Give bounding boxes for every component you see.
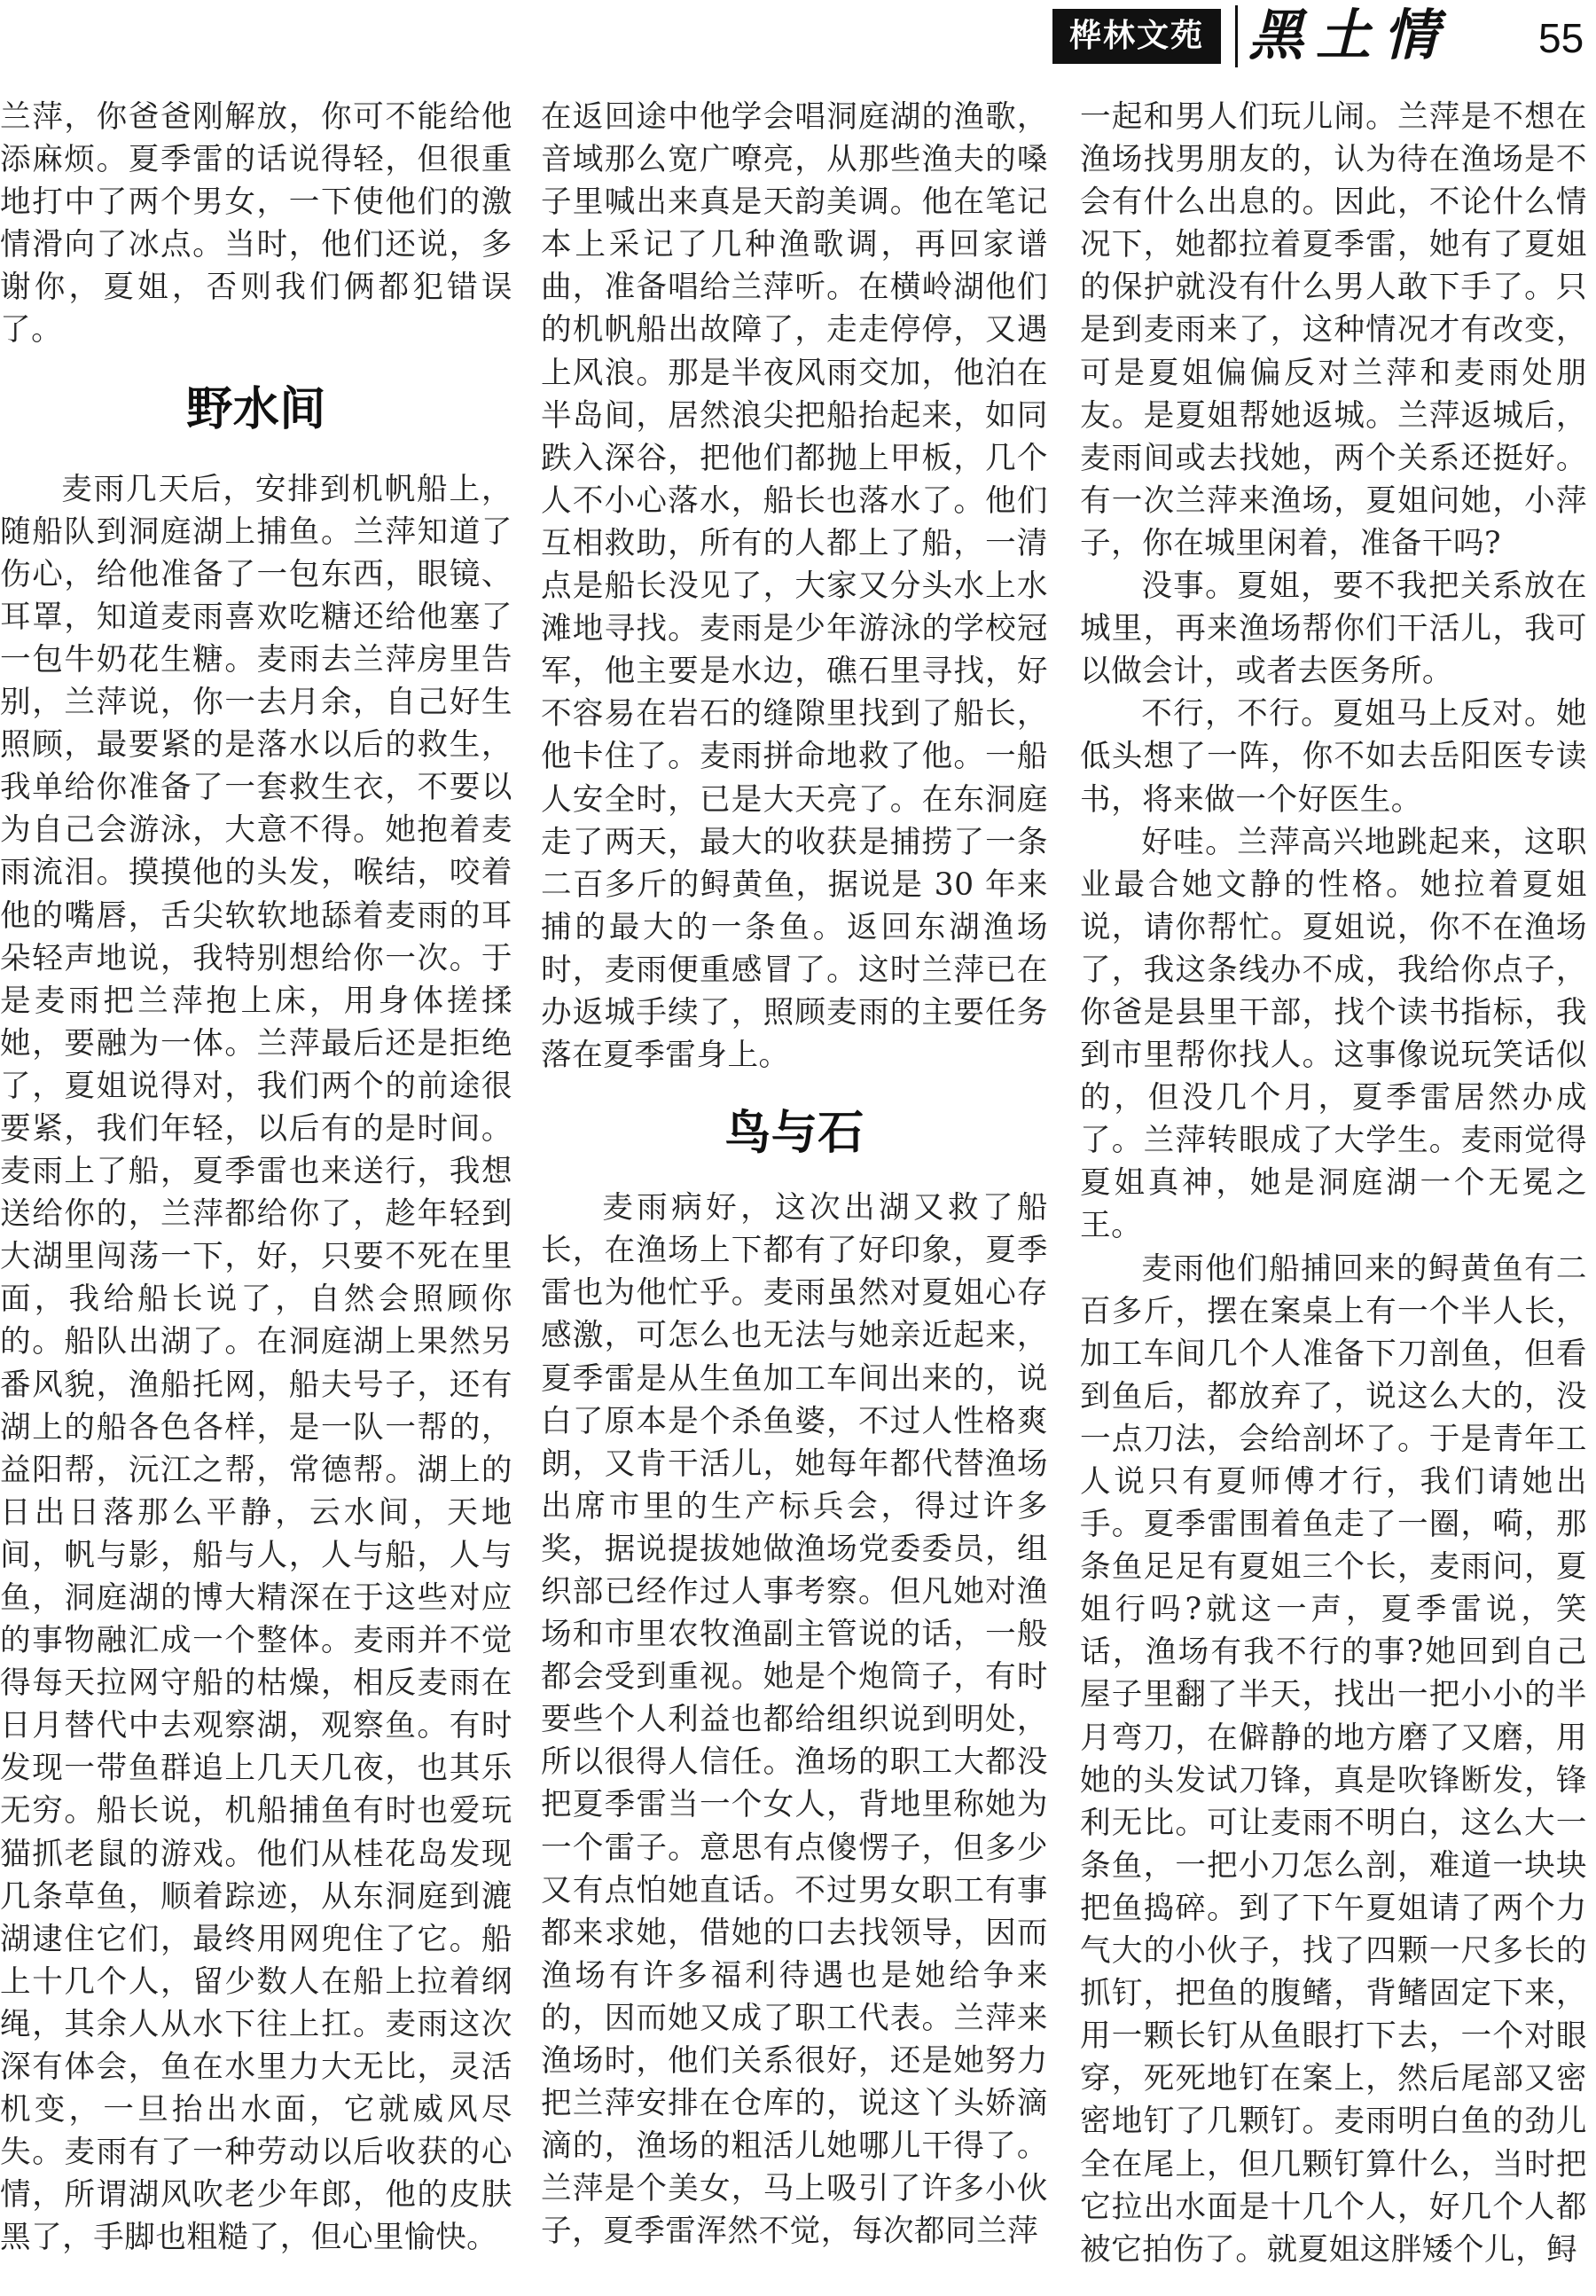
paragraph: 一起和男人们玩儿闹。兰萍是不想在渔场找男朋友的，认为待在渔场是不会有什么出息的。因此，不论什么情况下，她都拉着夏季雷，她有了夏姐的保护就没有什么男人敢下手了。只是到麦雨来了，这种情况才有改变，可是夏姐偏偏反对兰萍和麦雨处朋友。是夏姐帮她返城。兰萍返城后，麦雨间或去找她，两个关系还挺好。有一次兰萍来渔场，夏姐问她，小萍子，你在城里闲着，准备干吗? <box>1080 99 1587 561</box>
paragraph: 麦雨病好，这次出湖又救了船长，在渔场上下都有了好印象，夏季雷也为他忙乎。麦雨虽然对夏姐心存感激，可怎么也无法与她亲近起来，夏季雷是从生鱼加工车间出来的，说白了原本是个杀鱼婆，不过人性格爽朗，又肯干活儿，她每年都代替渔场出席市里的生产标兵会，得过许多奖，据说提拔她做渔场党委委员，组织部已经作过人事考察。但凡她对渔场和市里农牧渔副主管说的话，一般都会受到重视。她是个炮筒子，有时要些个人利益也都给组织说到明处，所以很得人信任。渔场的职工大都没把夏季雷当一个女人，背地里称她为一个雷子。意思有点傻愣子，但多少又有点怕她直话。不过男女职工有事都来求她，借她的口去找领导，因而渔场有许多福利待遇也是她给争来的，因而她又成了职工代表。兰萍来渔场时，他们关系很好，还是她努力把兰萍安排在仓库的，说这丫头娇滴滴的，渔场的粗活儿她哪儿干得了。兰萍是个美女，马上吸引了许多小伙子，夏季雷浑然不觉，每次都同兰萍 <box>541 1190 1048 2250</box>
header-divider <box>1235 5 1238 67</box>
page-number: 55 <box>1538 15 1584 61</box>
page-header <box>0 0 1596 75</box>
paragraph: 麦雨几天后，安排到机帆船上，随船队到洞庭湖上捕鱼。兰萍知道了伤心，给他准备了一包东西，眼镜、耳罩，知道麦雨喜欢吃糖还给他塞了一包牛奶花生糖。麦雨去兰萍房里告别，兰萍说，你一去月余，自己好生照顾，最要紧的是落水以后的救生，我单给你准备了一套救生衣，不要以为自己会游泳，大意不得。她抱着麦雨流泪。摸摸他的头发，喉结，咬着他的嘴唇，舌尖软软地舔着麦雨的耳朵轻声地说，我特别想给你一次。于是麦雨把兰萍抱上床，用身体搓揉她，要融为一体。兰萍最后还是拒绝了，夏姐说得对，我们两个的前途很要紧，我们年轻，以后有的是时间。麦雨上了船，夏季雷也来送行，我想送给你的，兰萍都给你了，趁年轻到大湖里闯荡一下，好，只要不死在里面，我给船长说了，自然会照顾你的。船队出湖了。在洞庭湖上果然另番风貌，渔船托网，船夫号子，还有湖上的船各色各样，是一队一帮的，益阳帮，沅江之帮，常德帮。湖上的日出日落那么平静，云水间，天地间，帆与影，船与人，人与船，人与鱼，洞庭湖的博大精深在于这些对应的事物融汇成一个整体。麦雨并不觉得每天拉网守船的枯燥，相反麦雨在日月替代中去观察湖，观察鱼。有时发现一带鱼群追上几天几夜，也其乐无穷。船长说，机船捕鱼有时也爱玩猫抓老鼠的游戏。他们从桂花岛发现几条草鱼，顺着踪迹，从东洞庭到漉湖逮住它们，最终用网兜住了它。船上十几个人，留少数人在船上拉着纲绳，其余人从水下往上扛。麦雨这次深有体会，鱼在水里力大无比，灵活机变，一旦抬出水面，它就威风尽失。麦雨有了一种劳动以后收获的心情，所谓湖风吹老少年郎，他的皮肤黑了，手脚也粗糙了，但心里愉快。 <box>0 471 512 2256</box>
text-column-3 <box>1080 96 1587 2271</box>
section-heading: 野水间 <box>186 382 326 436</box>
brand-logo-text: 黑土情 <box>1248 3 1451 67</box>
paragraph: 好哇。兰萍高兴地跳起来，这职业最合她文静的性格。她拉着夏姐说，请你帮忙。夏姐说，你不在渔场了，我这条线办不成，我给你点子，你爸是县里干部，找个读书指标，我到市里帮你找人。这事像说玩笑话似的，但没几个月，夏季雷居然办成了。兰萍转眼成了大学生。麦雨觉得夏姐真神，她是洞庭湖一个无冕之王。 <box>1080 824 1587 1244</box>
section-heading: 鸟与石 <box>724 1107 864 1161</box>
paragraph: 没事。夏姐，要不我把关系放在城里，再来渔场帮你们干活儿，我可以做会计，或者去医务所。 <box>1080 568 1587 690</box>
paragraph: 不行，不行。夏姐马上反对。她低头想了一阵，你不如去岳阳医专读书，将来做一个好医生。 <box>1080 696 1587 818</box>
text-column-1 <box>0 96 512 2260</box>
section-tag: 桦林文苑 <box>1052 9 1221 64</box>
paragraph: 兰萍，你爸爸刚解放，你可不能给他添麻烦。夏季雷的话说得轻，但很重地打中了两个男女，一下使他们的激情滑向了冰点。当时，他们还说，多谢你，夏姐，否则我们俩都犯错误了。 <box>0 99 512 349</box>
paragraph: 在返回途中他学会唱洞庭湖的渔歌，音域那么宽广嘹亮，从那些渔夫的嗓子里喊出来真是天韵美调。他在笔记本上采记了几种渔歌调，再回家谱曲，准备唱给兰萍听。在横岭湖他们的机帆船出故障了，走走停停，又遇上风浪。那是半夜风雨交加，他泊在半岛间，居然浪尖把船抬起来，如同跌入深谷，把他们都抛上甲板，几个人不小心落水，船长也落水了。他们互相救助，所有的人都上了船，一清点是船长没见了，大家又分头水上水滩地寻找。麦雨是少年游泳的学校冠军，他主要是水边，礁石里寻找，好不容易在岩石的缝隙里找到了船长，他卡住了。麦雨拼命地救了他。一船人安全时，已是大天亮了。在东洞庭走了两天，最大的收获是捕捞了一条二百多斤的鲟黄鱼，据说是 30 年来捕的最大的一条鱼。返回东湖渔场时，麦雨便重感冒了。这时兰萍已在办返城手续了，照顾麦雨的主要任务落在夏季雷身上。 <box>541 99 1048 1074</box>
text-column-2 <box>541 96 1048 2253</box>
paragraph: 麦雨他们船捕回来的鲟黄鱼有二百多斤，摆在案桌上有一个半人长，加工车间几个人准备下刀剖鱼，但看到鱼后，都放弃了，说这么大的，没一点刀法，会给剖坏了。于是青年工人说只有夏师傅才行，我们请她出手。夏季雷围着鱼走了一圈，嗬，那条鱼足足有夏姐三个长，麦雨问，夏姐行吗?就这一声，夏季雷说，笑话，渔场有我不行的事?她回到自己屋子里翻了半天，找出一把小小的半月弯刀，在僻静的地方磨了又磨，用她的头发试刀锋，真是吹锋断发，锋利无比。可让麦雨不明白，这么大一条鱼，一把小刀怎么剖，难道一块块把鱼捣碎。到了下午夏姐请了两个力气大的小伙子，找了四颗一尺多长的抓钉，把鱼的腹鳍，背鳍固定下来，用一颗长钉从鱼眼打下去，一个对眼穿，死死地钉在案上，然后尾部又密密地钉了几颗钉。麦雨明白鱼的劲儿全在尾上，但几颗钉算什么，当时把它拉出水面是十几个人，好几个人都被它拍伤了。就夏姐这胖矮个儿，鲟 <box>1080 1250 1587 2268</box>
